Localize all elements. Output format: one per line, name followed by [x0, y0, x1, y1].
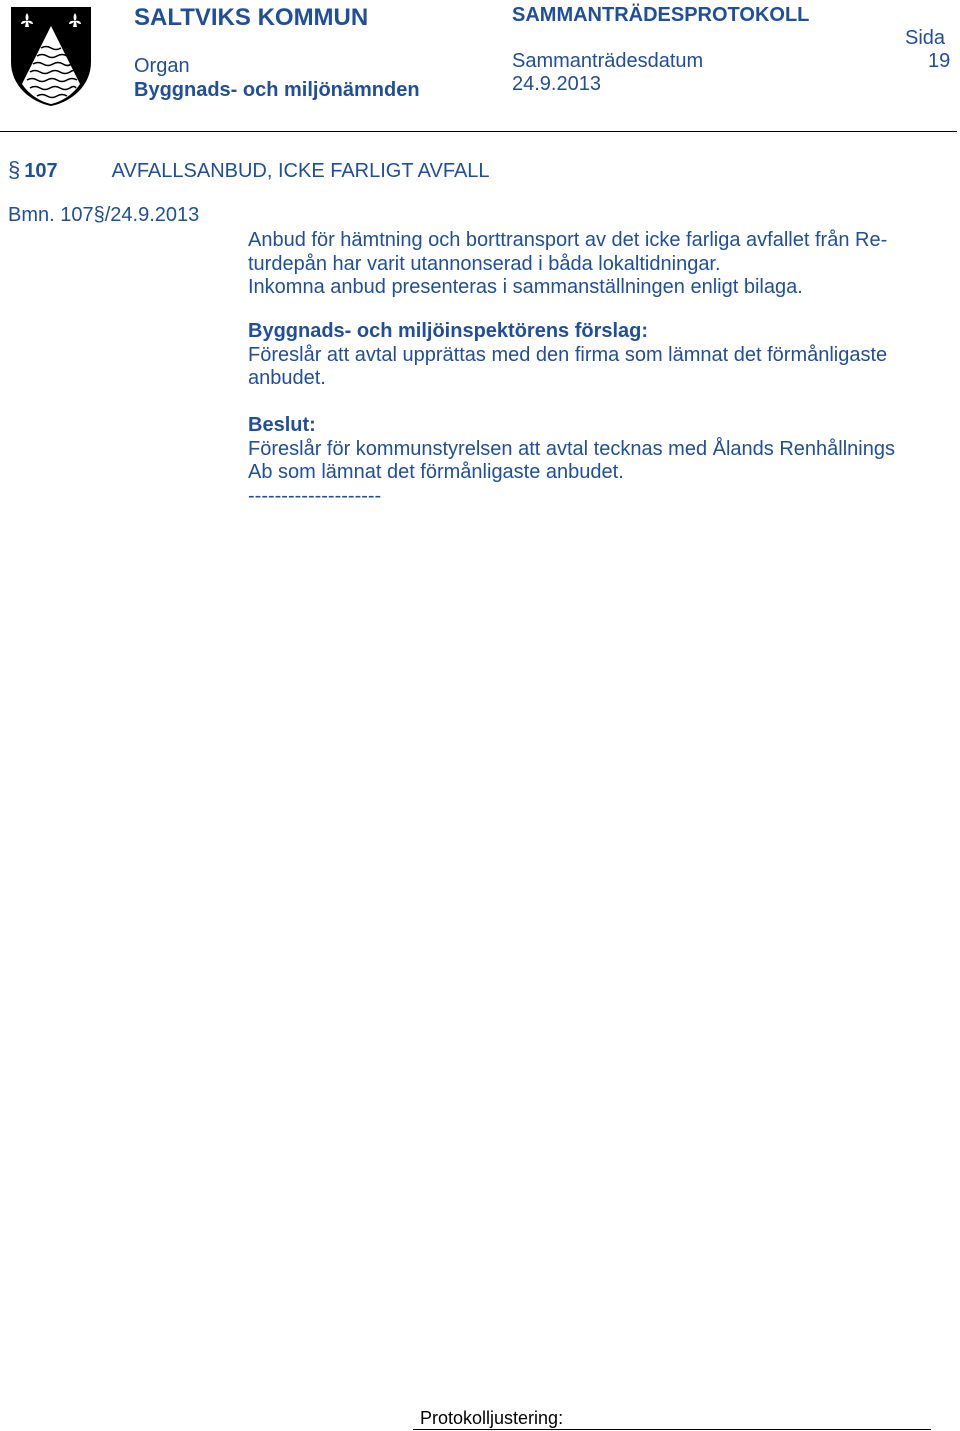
section-reference: Bmn. 107§/24.9.2013	[8, 204, 200, 226]
decision-heading: Beslut:	[248, 414, 316, 436]
decision-block	[248, 414, 928, 508]
decision-line: Föreslår för kommunstyrelsen att avtal tecknas med Ålands Renhållnings	[248, 437, 895, 460]
proposal-block	[248, 320, 928, 391]
intro-paragraph	[248, 229, 928, 300]
signature-line	[413, 1429, 931, 1430]
separator-line: --------------------	[248, 484, 382, 507]
intro-line: Anbud för hämtning och borttransport av det icke farliga avfallet från Re-	[248, 229, 888, 251]
proposal-line: Föreslår att avtal upprättas med den firma som lämnat det förmånligaste	[248, 343, 888, 366]
proposal-heading: Byggnads- och miljöinspektörens förslag:	[248, 320, 649, 342]
organ-value: Byggnads- och miljönämnden	[134, 79, 420, 101]
proposal-line: anbudet.	[248, 367, 326, 389]
document-type: SAMMANTRÄDESPROTOKOLL	[512, 4, 810, 26]
section-number: 107	[24, 160, 58, 182]
page-number: 19	[928, 50, 951, 72]
decision-line: Ab som lämnat det förmånligaste anbudet.	[248, 461, 624, 483]
section-heading	[8, 157, 490, 183]
municipality-crest-icon	[8, 4, 94, 108]
section-symbol: §	[8, 157, 21, 182]
organ-label: Organ	[134, 55, 190, 77]
header-divider	[0, 131, 957, 132]
intro-line: turdepån har varit utannonserad i båda lokaltidningar.	[248, 252, 721, 275]
meeting-date-value: 24.9.2013	[512, 73, 601, 95]
intro-line: Inkomna anbud presenteras i sammanställningen enligt bilaga.	[248, 276, 803, 298]
section-title: AVFALLSANBUD, ICKE FARLIGT AVFALL	[111, 160, 490, 182]
meeting-date-label: Sammanträdesdatum	[512, 50, 704, 72]
protocol-verification-label: Protokolljustering:	[420, 1408, 564, 1428]
page-label: Sida	[905, 27, 946, 49]
municipality-name: SALTVIKS KOMMUN	[134, 4, 369, 31]
